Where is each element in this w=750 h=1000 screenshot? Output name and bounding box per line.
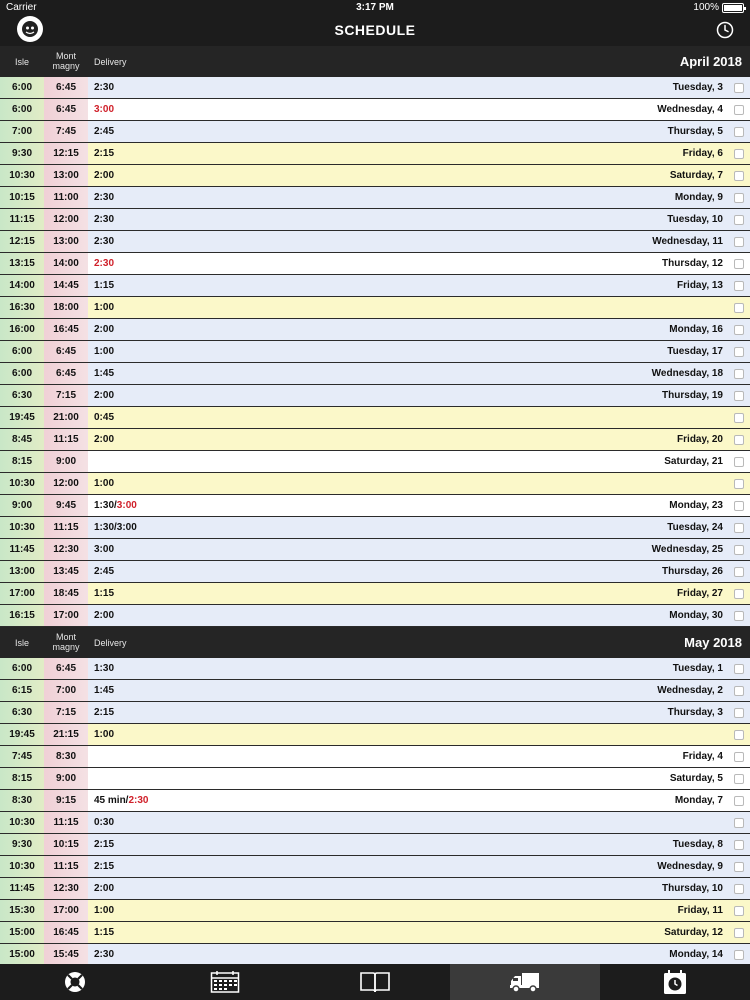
row-checkbox[interactable]	[734, 818, 744, 828]
delivery-value: 1:15	[94, 588, 115, 599]
montmagny-time: 8:30	[44, 746, 88, 767]
isle-time: 11:45	[0, 539, 44, 560]
delivery-value: 1:15	[94, 927, 115, 938]
status-time: 3:17 PM	[356, 2, 394, 13]
day-label: Friday, 13	[677, 280, 723, 291]
isle-time: 13:15	[0, 253, 44, 274]
delivery-time	[94, 121, 114, 142]
row-checkbox[interactable]	[734, 686, 744, 696]
row-checkbox[interactable]	[734, 105, 744, 115]
isle-time: 6:00	[0, 658, 44, 679]
schedule-row[interactable]	[0, 407, 750, 429]
day-label: Thursday, 3	[667, 707, 723, 718]
schedule-row[interactable]	[0, 900, 750, 922]
delivery-value: 2:00	[94, 434, 115, 445]
column-header-delivery: Delivery	[94, 57, 127, 67]
schedule-row[interactable]	[0, 768, 750, 790]
row-checkbox[interactable]	[734, 303, 744, 313]
row-checkbox[interactable]	[734, 281, 744, 291]
schedule-row[interactable]	[0, 99, 750, 121]
delivery-time	[94, 517, 137, 538]
isle-time: 10:30	[0, 856, 44, 877]
carrier-label: Carrier	[6, 2, 37, 13]
delivery-time	[94, 680, 114, 701]
row-checkbox[interactable]	[734, 501, 744, 511]
delivery-time	[94, 878, 114, 899]
montmagny-time: 6:45	[44, 77, 88, 98]
delivery-time	[94, 99, 114, 120]
isle-time: 15:00	[0, 922, 44, 943]
delivery-alert-value: 2:30	[94, 258, 115, 269]
delivery-value: 3:00	[94, 544, 115, 555]
montmagny-time: 12:00	[44, 209, 88, 230]
schedule-row[interactable]	[0, 834, 750, 856]
delivery-value: 2:00	[94, 883, 115, 894]
schedule-row[interactable]	[0, 385, 750, 407]
day-label: Monday, 7	[674, 795, 723, 806]
calendar-icon	[210, 970, 240, 994]
schedule-row[interactable]	[0, 363, 750, 385]
day-label: Tuesday, 17	[667, 346, 723, 357]
isle-time: 16:30	[0, 297, 44, 318]
day-label: Wednesday, 25	[651, 544, 723, 555]
schedule-row[interactable]	[0, 121, 750, 143]
battery-indicator	[693, 2, 744, 13]
delivery-time	[94, 429, 114, 450]
row-checkbox[interactable]	[734, 523, 744, 533]
delivery-value: 2:00	[94, 170, 115, 181]
row-checkbox[interactable]	[734, 127, 744, 137]
truck-icon	[509, 970, 541, 994]
row-checkbox[interactable]	[734, 611, 744, 621]
delivery-value: 2:00	[94, 324, 115, 335]
montmagny-time: 15:45	[44, 944, 88, 964]
delivery-time	[94, 231, 114, 252]
row-checkbox[interactable]	[734, 664, 744, 674]
montmagny-time: 13:00	[44, 231, 88, 252]
day-label: Saturday, 12	[664, 927, 723, 938]
day-label: Wednesday, 4	[657, 104, 723, 115]
row-checkbox[interactable]	[734, 413, 744, 423]
isle-time: 6:00	[0, 77, 44, 98]
month-title: April 2018	[679, 54, 742, 69]
delivery-value: 2:15	[94, 861, 115, 872]
delivery-time	[94, 658, 114, 679]
montmagny-time: 7:00	[44, 680, 88, 701]
delivery-value: 2:45	[94, 126, 115, 137]
row-checkbox[interactable]	[734, 840, 744, 850]
schedule-row[interactable]	[0, 878, 750, 900]
montmagny-time: 7:15	[44, 702, 88, 723]
isle-time: 9:30	[0, 143, 44, 164]
schedule-row[interactable]	[0, 275, 750, 297]
row-checkbox[interactable]	[734, 369, 744, 379]
montmagny-time: 17:00	[44, 900, 88, 921]
day-label: Friday, 11	[677, 905, 723, 916]
month-header	[0, 627, 750, 658]
row-checkbox[interactable]	[734, 215, 744, 225]
schedule-row[interactable]	[0, 922, 750, 944]
delivery-time	[94, 165, 114, 186]
day-label: Monday, 23	[669, 500, 723, 511]
delivery-time	[94, 77, 114, 98]
column-header-isle: Isle	[14, 57, 29, 67]
delivery-time	[94, 319, 114, 340]
day-label: Monday, 30	[669, 610, 723, 621]
delivery-value: 2:15	[94, 839, 115, 850]
delivery-value: 1:00	[94, 302, 115, 313]
delivery-alert-value: 3:00	[94, 104, 115, 115]
schedule-row[interactable]	[0, 790, 750, 812]
column-header-montmagny	[44, 632, 88, 652]
schedule-row[interactable]	[0, 517, 750, 539]
day-label: Tuesday, 24	[667, 522, 723, 533]
delivery-time	[94, 495, 137, 516]
tab-schedule[interactable]	[600, 964, 750, 1000]
delivery-value: 2:30	[94, 192, 115, 203]
day-label: Friday, 20	[677, 434, 723, 445]
isle-time: 6:00	[0, 99, 44, 120]
isle-time: 11:15	[0, 209, 44, 230]
isle-time: 19:45	[0, 407, 44, 428]
day-label: Thursday, 10	[662, 883, 723, 894]
column-header-magny: magny	[52, 642, 80, 652]
schedule-row[interactable]	[0, 495, 750, 517]
schedule-row[interactable]	[0, 451, 750, 473]
montmagny-time: 6:45	[44, 99, 88, 120]
montmagny-time: 12:30	[44, 539, 88, 560]
row-checkbox[interactable]	[734, 950, 744, 960]
day-label: Monday, 14	[669, 949, 723, 960]
delivery-value: 1:00	[94, 346, 115, 357]
schedule-row[interactable]	[0, 253, 750, 275]
montmagny-time: 11:15	[44, 429, 88, 450]
delivery-value: 1:30/3:00	[94, 522, 137, 533]
tab-delivery[interactable]	[450, 964, 600, 1000]
delivery-value: 1:30	[94, 663, 115, 674]
row-checkbox[interactable]	[734, 457, 744, 467]
row-checkbox[interactable]	[734, 391, 744, 401]
day-label: Monday, 16	[669, 324, 723, 335]
schedule-list[interactable]	[0, 46, 750, 964]
montmagny-time: 7:45	[44, 121, 88, 142]
isle-time: 9:30	[0, 834, 44, 855]
delivery-value: 0:30	[94, 817, 115, 828]
column-header-mont: Mont	[55, 51, 76, 61]
isle-time: 14:00	[0, 275, 44, 296]
delivery-time	[94, 275, 114, 296]
row-checkbox[interactable]	[734, 479, 744, 489]
isle-time: 11:45	[0, 878, 44, 899]
isle-time: 16:00	[0, 319, 44, 340]
row-checkbox[interactable]	[734, 83, 744, 93]
montmagny-time: 11:15	[44, 517, 88, 538]
delivery-time	[94, 922, 114, 943]
delivery-time	[94, 385, 114, 406]
day-label: Friday, 27	[677, 588, 723, 599]
schedule-row[interactable]	[0, 724, 750, 746]
montmagny-time: 6:45	[44, 658, 88, 679]
montmagny-time: 18:00	[44, 297, 88, 318]
row-checkbox[interactable]	[734, 796, 744, 806]
delivery-value: 1:30/	[94, 500, 117, 511]
row-checkbox[interactable]	[734, 752, 744, 762]
montmagny-time: 14:45	[44, 275, 88, 296]
row-checkbox[interactable]	[734, 906, 744, 916]
isle-time: 6:00	[0, 341, 44, 362]
page-title: SCHEDULE	[334, 22, 416, 38]
delivery-value: 1:00	[94, 905, 115, 916]
delivery-value: 0:45	[94, 412, 115, 423]
row-checkbox[interactable]	[734, 193, 744, 203]
day-label: Wednesday, 18	[651, 368, 723, 379]
battery-percent: 100%	[693, 2, 719, 13]
row-checkbox[interactable]	[734, 545, 744, 555]
column-header-isle: Isle	[14, 638, 29, 648]
day-label: Saturday, 21	[664, 456, 723, 467]
day-label: Saturday, 5	[669, 773, 723, 784]
montmagny-time: 11:00	[44, 187, 88, 208]
isle-time: 16:15	[0, 605, 44, 626]
delivery-alert-value: 3:00	[116, 500, 137, 511]
day-label: Monday, 9	[674, 192, 723, 203]
isle-time: 9:00	[0, 495, 44, 516]
schedule-row[interactable]	[0, 165, 750, 187]
lifebuoy-icon	[63, 970, 87, 994]
montmagny-time: 9:45	[44, 495, 88, 516]
delivery-value: 2:30	[94, 82, 115, 93]
row-checkbox[interactable]	[734, 928, 744, 938]
delivery-time	[94, 363, 114, 384]
montmagny-time: 9:15	[44, 790, 88, 811]
delivery-time	[94, 856, 114, 877]
isle-time: 10:30	[0, 473, 44, 494]
isle-time: 7:45	[0, 746, 44, 767]
status-bar	[0, 0, 750, 14]
delivery-time	[94, 790, 148, 811]
delivery-time	[94, 187, 114, 208]
day-label: Saturday, 7	[669, 170, 723, 181]
montmagny-time: 18:45	[44, 583, 88, 604]
delivery-value: 1:00	[94, 478, 115, 489]
day-label: Tuesday, 3	[672, 82, 723, 93]
schedule-row[interactable]	[0, 319, 750, 341]
day-label: Friday, 6	[682, 148, 723, 159]
schedule-row[interactable]	[0, 143, 750, 165]
delivery-alert-value: 2:30	[128, 795, 149, 806]
row-checkbox[interactable]	[734, 589, 744, 599]
row-checkbox[interactable]	[734, 259, 744, 269]
schedule-row[interactable]	[0, 77, 750, 99]
delivery-time	[94, 561, 114, 582]
delivery-value: 2:15	[94, 148, 115, 159]
isle-time: 8:15	[0, 768, 44, 789]
schedule-row[interactable]	[0, 297, 750, 319]
isle-time: 10:30	[0, 165, 44, 186]
delivery-value: 1:00	[94, 729, 115, 740]
delivery-value: 1:15	[94, 280, 115, 291]
delivery-time	[94, 702, 114, 723]
schedule-row[interactable]	[0, 680, 750, 702]
montmagny-time: 11:15	[44, 856, 88, 877]
delivery-time	[94, 944, 114, 964]
delivery-time	[94, 143, 114, 164]
isle-time: 10:15	[0, 187, 44, 208]
montmagny-time: 10:15	[44, 834, 88, 855]
isle-time: 10:30	[0, 812, 44, 833]
delivery-value: 2:00	[94, 610, 115, 621]
delivery-time	[94, 724, 114, 745]
schedule-row[interactable]	[0, 429, 750, 451]
delivery-time	[94, 900, 114, 921]
montmagny-time: 16:45	[44, 319, 88, 340]
montmagny-time: 21:15	[44, 724, 88, 745]
delivery-time	[94, 812, 114, 833]
isle-time: 6:30	[0, 385, 44, 406]
schedule-row[interactable]	[0, 473, 750, 495]
isle-time: 6:15	[0, 680, 44, 701]
delivery-value: 1:45	[94, 685, 115, 696]
column-header-montmagny	[44, 51, 88, 71]
day-label: Wednesday, 2	[657, 685, 723, 696]
row-checkbox[interactable]	[734, 325, 744, 335]
row-checkbox[interactable]	[734, 862, 744, 872]
schedule-row[interactable]	[0, 658, 750, 680]
row-checkbox[interactable]	[734, 171, 744, 181]
schedule-row[interactable]	[0, 944, 750, 964]
row-checkbox[interactable]	[734, 774, 744, 784]
schedule-row[interactable]	[0, 746, 750, 768]
delivery-time	[94, 583, 114, 604]
delivery-time	[94, 605, 114, 626]
column-header-mont: Mont	[55, 632, 76, 642]
row-checkbox[interactable]	[734, 237, 744, 247]
montmagny-time: 12:15	[44, 143, 88, 164]
isle-time: 8:45	[0, 429, 44, 450]
delivery-time	[94, 209, 114, 230]
montmagny-time: 21:00	[44, 407, 88, 428]
isle-time: 15:30	[0, 900, 44, 921]
schedule-row[interactable]	[0, 812, 750, 834]
battery-icon	[722, 3, 744, 13]
montmagny-time: 9:00	[44, 768, 88, 789]
delivery-value: 2:00	[94, 390, 115, 401]
montmagny-time: 14:00	[44, 253, 88, 274]
isle-time: 19:45	[0, 724, 44, 745]
row-checkbox[interactable]	[734, 708, 744, 718]
day-label: Tuesday, 10	[667, 214, 723, 225]
delivery-value: 2:15	[94, 707, 115, 718]
tab-bar	[0, 964, 750, 1000]
montmagny-time: 7:15	[44, 385, 88, 406]
delivery-time	[94, 407, 114, 428]
row-checkbox[interactable]	[734, 884, 744, 894]
montmagny-time: 6:45	[44, 341, 88, 362]
isle-time: 13:00	[0, 561, 44, 582]
month-header	[0, 46, 750, 77]
day-label: Tuesday, 1	[672, 663, 723, 674]
schedule-row[interactable]	[0, 856, 750, 878]
isle-time: 15:00	[0, 944, 44, 964]
isle-time: 10:30	[0, 517, 44, 538]
delivery-time	[94, 297, 114, 318]
calendar-clock-icon	[663, 969, 687, 995]
day-label: Thursday, 5	[667, 126, 723, 137]
tab-calendar[interactable]	[150, 964, 300, 1000]
day-label: Tuesday, 8	[672, 839, 723, 850]
tab-info[interactable]	[0, 964, 150, 1000]
schedule-row[interactable]	[0, 187, 750, 209]
montmagny-time: 12:00	[44, 473, 88, 494]
schedule-row[interactable]	[0, 341, 750, 363]
book-icon	[359, 970, 391, 994]
column-header-magny: magny	[52, 61, 80, 71]
day-label: Wednesday, 11	[652, 236, 723, 247]
delivery-value: 2:30	[94, 236, 115, 247]
montmagny-time: 11:15	[44, 812, 88, 833]
clock-icon[interactable]	[716, 21, 734, 39]
schedule-row[interactable]	[0, 702, 750, 724]
top-bar	[0, 0, 750, 46]
delivery-time	[94, 473, 114, 494]
row-checkbox[interactable]	[734, 435, 744, 445]
schedule-row[interactable]	[0, 209, 750, 231]
schedule-row[interactable]	[0, 561, 750, 583]
day-label: Thursday, 12	[662, 258, 723, 269]
montmagny-time: 13:00	[44, 165, 88, 186]
schedule-row[interactable]	[0, 583, 750, 605]
montmagny-time: 12:30	[44, 878, 88, 899]
isle-time: 8:30	[0, 790, 44, 811]
column-header-delivery: Delivery	[94, 638, 127, 648]
montmagny-time: 13:45	[44, 561, 88, 582]
schedule-row[interactable]	[0, 539, 750, 561]
delivery-value: 2:45	[94, 566, 115, 577]
montmagny-time: 6:45	[44, 363, 88, 384]
delivery-value: 2:30	[94, 949, 115, 960]
day-label: Friday, 4	[682, 751, 723, 762]
schedule-row[interactable]	[0, 605, 750, 627]
isle-time: 7:00	[0, 121, 44, 142]
month-title: May 2018	[684, 635, 742, 650]
montmagny-time: 17:00	[44, 605, 88, 626]
delivery-value: 45 min/	[94, 795, 129, 806]
delivery-value: 1:45	[94, 368, 115, 379]
schedule-row[interactable]	[0, 231, 750, 253]
isle-time: 12:15	[0, 231, 44, 252]
isle-time: 6:30	[0, 702, 44, 723]
delivery-time	[94, 539, 114, 560]
row-checkbox[interactable]	[734, 347, 744, 357]
day-label: Wednesday, 9	[657, 861, 723, 872]
delivery-time	[94, 253, 114, 274]
row-checkbox[interactable]	[734, 567, 744, 577]
delivery-time	[94, 834, 114, 855]
row-checkbox[interactable]	[734, 730, 744, 740]
montmagny-time: 16:45	[44, 922, 88, 943]
delivery-time	[94, 341, 114, 362]
isle-time: 17:00	[0, 583, 44, 604]
day-label: Thursday, 26	[662, 566, 723, 577]
isle-time: 6:00	[0, 363, 44, 384]
isle-time: 8:15	[0, 451, 44, 472]
row-checkbox[interactable]	[734, 149, 744, 159]
delivery-value: 2:30	[94, 214, 115, 225]
montmagny-time: 9:00	[44, 451, 88, 472]
tab-guide[interactable]	[300, 964, 450, 1000]
day-label: Thursday, 19	[662, 390, 723, 401]
